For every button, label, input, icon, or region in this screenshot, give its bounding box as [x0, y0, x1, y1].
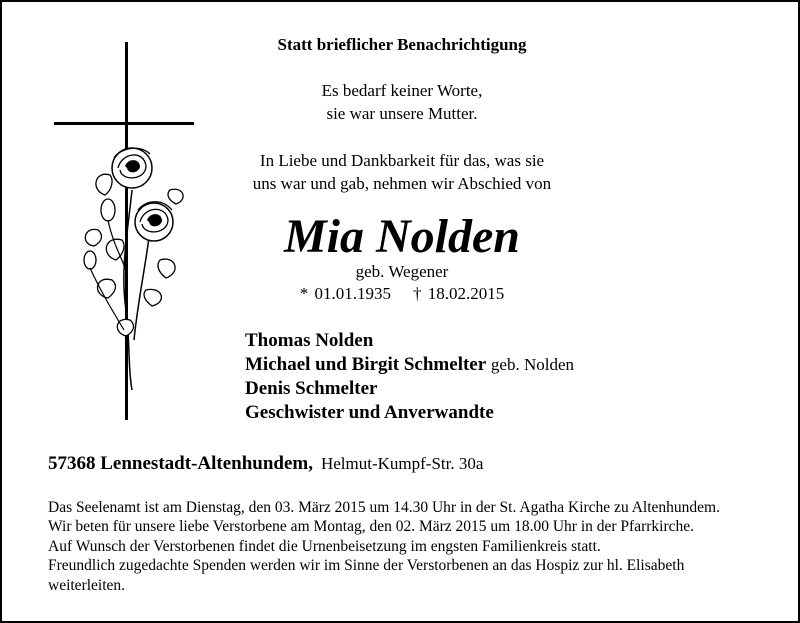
mourner-name: Michael und Birgit Schmelter — [245, 354, 487, 375]
intro-line: uns war und gab, nehmen wir Abschied von — [252, 174, 552, 193]
intro-line: In Liebe und Dankbarkeit für das, was sie — [259, 151, 545, 170]
rose-bud-icon — [84, 251, 96, 269]
mourner-entry — [245, 329, 574, 353]
details-line: Wir beten für unsere liebe Verstorbene am Montag, den 02. März 2015 um 18.00 Uhr in der Pfarrkirche. — [48, 518, 695, 536]
cross-horizontal-beam — [54, 122, 194, 125]
quote-line: sie war unsere Mutter. — [326, 104, 478, 123]
birth-date: * 01.01.1935 — [299, 284, 391, 303]
rose-stem-2 — [134, 230, 150, 340]
quote-block — [202, 79, 602, 125]
mourner-entry — [245, 377, 574, 401]
details-line: Freundlich zugedachte Spenden werden wir im Sinne der Verstorbenen an das Hospiz zur hl. Elisabeth — [48, 557, 685, 575]
details-line: Das Seelenamt ist am Dienstag, den 03. März 2015 um 14.30 Uhr in der St. Agatha Kirche zu Altenhundem. — [48, 499, 720, 516]
deceased-name: Mia Nolden — [283, 210, 520, 263]
family-address — [48, 453, 483, 475]
cross-with-roses-illustration — [50, 40, 210, 420]
mourner-name: Denis Schmelter — [245, 378, 378, 399]
mourner-suffix: geb. Nolden — [490, 355, 575, 374]
mourner-name: Thomas Nolden — [245, 330, 374, 351]
rose-leaves-icon — [85, 174, 183, 336]
service-details — [48, 498, 788, 595]
maiden-name: geb. Wegener — [355, 262, 449, 281]
mourners-list — [245, 329, 574, 425]
rose-stem-4 — [90, 268, 124, 330]
rose-bud-icon — [101, 199, 115, 221]
address-city: 57368 Lennestadt-Altenhundem, — [48, 453, 313, 474]
life-dates — [202, 284, 602, 304]
rose-top-icon — [112, 148, 152, 188]
details-line: weiterleiten. — [48, 576, 126, 594]
details-line: Auf Wunsch der Verstorbenen findet die Urnenbeisetzung im engsten Familienkreis statt. — [48, 537, 601, 555]
death-date: † 18.02.2015 — [413, 284, 505, 303]
mourner-name: Geschwister und Anverwandte — [245, 402, 494, 423]
address-street: Helmut-Kumpf-Str. 30a — [320, 454, 484, 473]
rose-bottom-icon — [135, 202, 173, 241]
mourner-entry — [245, 401, 574, 425]
quote-line: Es bedarf keiner Worte, — [321, 81, 483, 100]
notice-header: Statt brieflicher Benachrichtigung — [277, 35, 527, 54]
mourner-entry — [245, 353, 574, 377]
intro-text — [152, 149, 652, 195]
